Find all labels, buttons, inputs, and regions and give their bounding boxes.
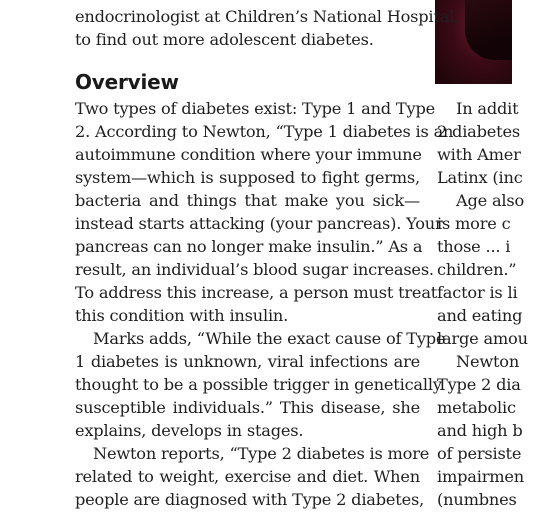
section-heading: Overview	[75, 70, 179, 94]
text-line: 2. According to Newton, “Type 1 diabetes is an	[75, 122, 454, 141]
text-line: this condition with insulin.	[75, 306, 289, 325]
text-line: Newton	[456, 352, 520, 371]
text-line: Marks adds, “While the exact cause of Type	[93, 329, 446, 348]
text-line: endocrinologist at Children’s National Hospital,	[75, 7, 460, 26]
text-line: factor is li	[437, 283, 518, 302]
text-line: and eating	[437, 306, 523, 325]
text-line: susceptible individuals.” This disease, she	[75, 398, 420, 417]
text-line: those ... i	[437, 237, 511, 256]
text-line: autoimmune condition where your immune	[75, 145, 422, 164]
text-line: 2 diabetes	[437, 122, 520, 141]
right-column	[437, 0, 557, 512]
text-line: (numbnes	[437, 490, 517, 509]
text-line: of persiste	[437, 444, 522, 463]
text-line: and high b	[437, 421, 523, 440]
text-line: explains, develops in stages.	[75, 421, 304, 440]
text-line: Two types of diabetes exist: Type 1 and Type	[75, 99, 436, 118]
text-line: people are diagnosed with Type 2 diabetes,	[75, 490, 425, 509]
text-line: to find out more adolescent diabetes.	[75, 30, 374, 49]
text-line: To address this increase, a person must treat	[75, 283, 438, 302]
text-line: pancreas can no longer make insulin.” As a	[75, 237, 423, 256]
text-line: with Amer	[437, 145, 521, 164]
text-line: is more c	[437, 214, 511, 233]
text-line: large amou	[437, 329, 528, 348]
text-line: Type 2 dia	[437, 375, 521, 394]
text-line: system—which is supposed to fight germs,	[75, 168, 420, 187]
text-line: related to weight, exercise and diet. When	[75, 467, 420, 486]
text-line: thought to be a possible trigger in genetically	[75, 375, 442, 394]
text-line: metabolic	[437, 398, 516, 417]
text-line: Latinx (inc	[437, 168, 523, 187]
text-line: Newton reports, “Type 2 diabetes is more	[93, 444, 430, 463]
text-line: children.”	[437, 260, 517, 279]
text-line: Age also	[456, 191, 525, 210]
text-line: 1 diabetes is unknown, viral infections are	[75, 352, 420, 371]
text-line: In addit	[456, 99, 519, 118]
text-line: impairmen	[437, 467, 525, 486]
text-line: bacteria and things that make you sick—	[75, 191, 420, 210]
text-line: instead starts attacking (your pancreas). Your	[75, 214, 443, 233]
text-line: result, an individual’s blood sugar increases.	[75, 260, 434, 279]
